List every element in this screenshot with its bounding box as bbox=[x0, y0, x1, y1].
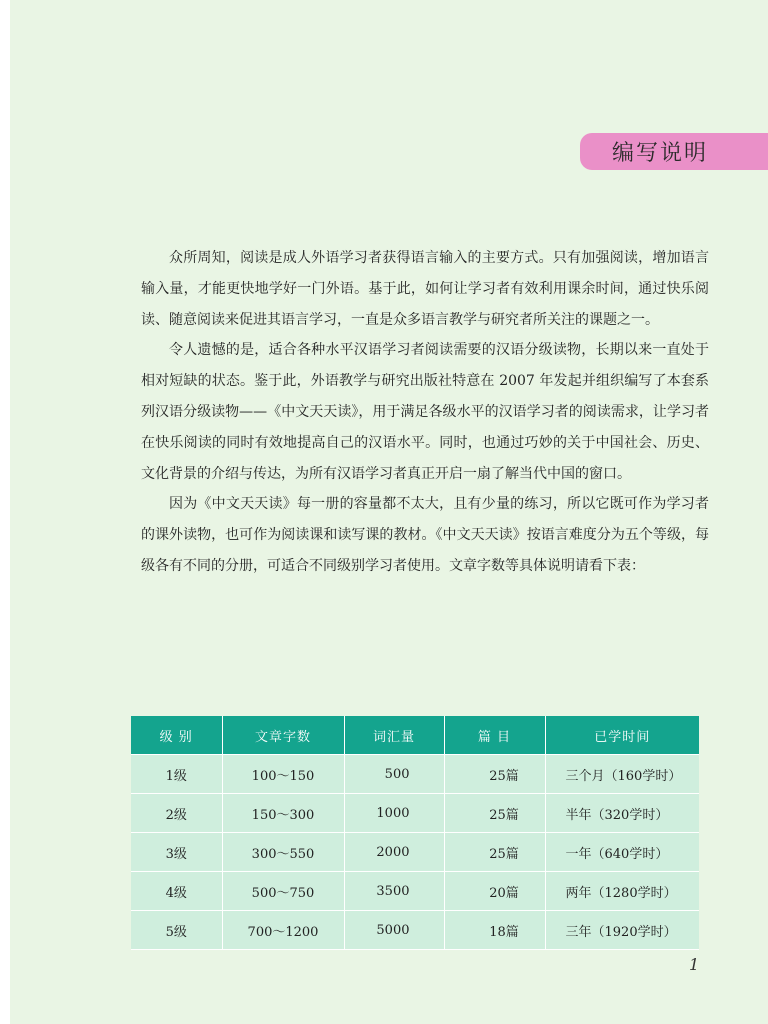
table-row bbox=[131, 872, 699, 911]
cell-word-count: 100～150 bbox=[222, 755, 344, 794]
cell-articles: 25篇 bbox=[444, 755, 545, 794]
cell-vocabulary: 500 bbox=[344, 755, 444, 794]
cell-study-time: 两年（1280学时） bbox=[545, 872, 699, 911]
paragraph-2: 令人遗憾的是，适合各种水平汉语学习者阅读需要的汉语分级读物，长期以来一直处于相对短缺的状态。鉴于此，外语教学与研究出版社特意在 2007 年发起并组织编写了本套系列汉语分级读物——《中文天天读》，用于满足各级水平的汉语学习者的阅读需求，让学习者在快乐阅读的同时有效地提高自己的汉语水平。同时，也通过巧妙的关于中国社会、历史、文化背景的介绍与传达，为所有汉语学习者真正开启一扇了解当代中国的窗口。 bbox=[141, 342, 709, 482]
cell-articles: 18篇 bbox=[444, 911, 545, 950]
header-word-count: 文章字数 bbox=[222, 716, 344, 755]
cell-study-time: 一年（640学时） bbox=[545, 833, 699, 872]
paragraph-1: 众所周知，阅读是成人外语学习者获得语言输入的主要方式。只有加强阅读，增加语言输入量，才能更快地学好一门外语。基于此，如何让学习者有效利用课余时间，通过快乐阅读、随意阅读来促进其语言学习，一直是众多语言教学与研究者所关注的课题之一。 bbox=[141, 250, 709, 328]
table-row bbox=[131, 833, 699, 872]
cell-level: 3级 bbox=[131, 833, 222, 872]
cell-vocabulary: 5000 bbox=[344, 911, 444, 950]
header-vocabulary: 词汇量 bbox=[344, 716, 444, 755]
cell-articles: 25篇 bbox=[444, 794, 545, 833]
cell-articles: 25篇 bbox=[444, 833, 545, 872]
cell-vocabulary: 2000 bbox=[344, 833, 444, 872]
cell-study-time: 半年（320学时） bbox=[545, 794, 699, 833]
table-row bbox=[131, 794, 699, 833]
cell-study-time: 三年（1920学时） bbox=[545, 911, 699, 950]
table-row bbox=[131, 755, 699, 794]
header-study-time: 已学时间 bbox=[545, 716, 699, 755]
cell-articles: 20篇 bbox=[444, 872, 545, 911]
cell-word-count: 300～550 bbox=[222, 833, 344, 872]
cell-level: 5级 bbox=[131, 911, 222, 950]
page-number: 1 bbox=[689, 955, 700, 974]
cell-level: 1级 bbox=[131, 755, 222, 794]
cell-study-time: 三个月（160学时） bbox=[545, 755, 699, 794]
intro-text bbox=[141, 243, 709, 582]
cell-word-count: 500～750 bbox=[222, 872, 344, 911]
header-level: 级 别 bbox=[131, 716, 222, 755]
paragraph-3: 因为《中文天天读》每一册的容量都不太大，且有少量的练习，所以它既可作为学习者的课外读物，也可作为阅读课和读写课的教材。《中文天天读》按语言难度分为五个等级，每级各有不同的分册，可适合不同级别学习者使用。文章字数等具体说明请看下表： bbox=[141, 496, 709, 574]
table-header-row bbox=[131, 716, 699, 755]
table-row bbox=[131, 911, 699, 950]
cell-level: 4级 bbox=[131, 872, 222, 911]
cell-level: 2级 bbox=[131, 794, 222, 833]
level-table bbox=[131, 716, 699, 950]
cell-vocabulary: 3500 bbox=[344, 872, 444, 911]
cell-word-count: 700～1200 bbox=[222, 911, 344, 950]
cell-word-count: 150～300 bbox=[222, 794, 344, 833]
section-title-tab bbox=[580, 133, 768, 170]
section-title: 编写说明 bbox=[612, 141, 709, 166]
header-articles: 篇 目 bbox=[444, 716, 545, 755]
cell-vocabulary: 1000 bbox=[344, 794, 444, 833]
